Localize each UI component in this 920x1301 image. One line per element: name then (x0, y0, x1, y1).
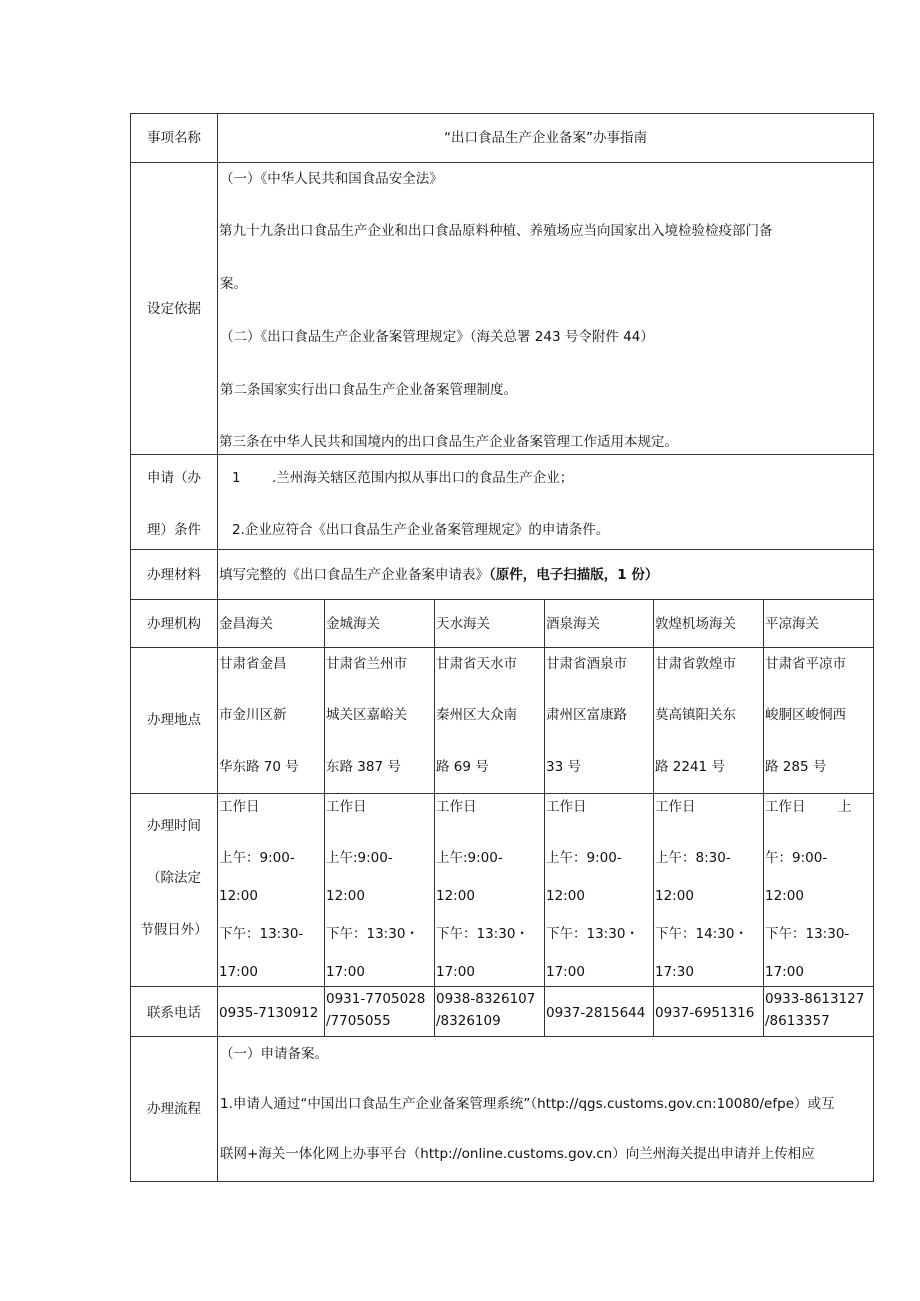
address-cell: 甘肃省金昌 市金川区新 华东路 70 号 (218, 648, 325, 793)
condition-item: .兰州海关辖区范围内拟从事出口的食品生产企业； (272, 470, 574, 486)
row-addresses (131, 647, 873, 793)
guide-table (130, 113, 874, 1182)
office-cell: 天水海关 (435, 600, 545, 647)
basis-line: 第九十九条出口食品生产企业和出口食品原料种植、养殖场应当向国家出入境检验检疫部门备 (219, 223, 773, 239)
office-cell: 酒泉海关 (545, 600, 654, 647)
address-cell: 甘肃省平凉市 峻胴区峻恫西 路 285 号 (765, 656, 846, 775)
item-name-value-cell (218, 114, 873, 162)
office-cell: 敦煌机场海关 (654, 600, 764, 647)
process-line: 1.申请人通过“中国出口食品生产企业备案管理系统”（http://qgs.customs.gov.cn:10080/efpe）或互 (220, 1096, 835, 1112)
label-item-name: 事项名称 (131, 114, 218, 162)
basis-line: （一）《中华人民共和国食品安全法》 (220, 171, 443, 187)
hours-cell: 工作日 上午：9:00- 12:00 下午：13:30・ 17:00 (545, 794, 654, 986)
address-cell: 甘肃省兰州市 城关区嘉峪关 东路 387 号 (325, 648, 435, 793)
label-conditions: 申请（办 理）条件 (131, 455, 218, 549)
address-cell: 甘肃省天水市 秦州区大众南 路 69 号 (435, 648, 545, 793)
hours-cell: 工作日 上 午：9:00- 12:00 下午：13:30- 17:00 (765, 799, 852, 980)
phone-cell: 0938-8326107 /8326109 (435, 987, 545, 1036)
hours-content (218, 794, 873, 986)
phone-cell: 0937-6951316 (654, 987, 764, 1036)
address-cell: 甘肃省敦煌市 莫高镇阳关东 路 2241 号 (654, 648, 764, 793)
hours-cell: 工作日 上午:9:00- 12:00 下午：13:30・ 17:00 (435, 794, 545, 986)
row-materials (131, 549, 873, 599)
addresses-content (218, 648, 873, 793)
process-content (218, 1037, 873, 1181)
row-conditions (131, 454, 873, 549)
materials-note: （原件，电子扫描版，1 份） (489, 567, 659, 583)
condition-number: 1 (232, 470, 241, 486)
label-process: 办理流程 (131, 1037, 218, 1181)
basis-line: 案。 (220, 276, 247, 292)
row-offices (131, 599, 873, 647)
document-title: “出口食品生产企业备案”办事指南 (444, 130, 647, 146)
hours-cell: 工作日 上午：9:00- 12:00 下午：13:30- 17:00 (218, 794, 325, 986)
offices-content (218, 600, 873, 647)
process-line: 联网+海关一体化网上办事平台（http://online.customs.gov.cn）向兰州海关提出申请并上传相应 (220, 1146, 815, 1162)
label-addresses: 办理地点 (131, 648, 218, 793)
label-offices: 办理机构 (131, 600, 218, 647)
row-item-name (131, 114, 873, 162)
label-phones: 联系电话 (131, 987, 218, 1036)
phone-cell: 0931-7705028 /7705055 (325, 987, 435, 1036)
office-cell: 金昌海关 (218, 600, 325, 647)
basis-line: 第三条在中华人民共和国境内的出口食品生产企业备案管理工作适用本规定。 (219, 434, 678, 450)
phones-content (218, 987, 873, 1036)
row-phones (131, 986, 873, 1036)
materials-text: 填写完整的《出口食品生产企业备案申请表》（原件，电子扫描版，1 份） (219, 567, 659, 583)
hours-cell: 工作日 上午：8:30- 12:00 下午：14:30・ 17:30 (654, 794, 764, 986)
phone-cell: 0935-7130912 (218, 987, 325, 1036)
label-basis: 设定依据 (131, 163, 218, 454)
label-hours: 办理时间 （除法定 节假日外） (131, 794, 218, 986)
basis-line: （二）《出口食品生产企业备案管理规定》（海关总署 243 号令附件 44） (220, 329, 654, 345)
hours-cell: 工作日 上午:9:00- 12:00 下午：13:30・ 17:00 (325, 794, 435, 986)
label-materials: 办理材料 (131, 550, 218, 599)
row-hours (131, 793, 873, 986)
phone-cell: 0933-8613127 /8613357 (765, 991, 865, 1029)
row-basis (131, 162, 873, 454)
basis-content (218, 163, 873, 454)
conditions-content (218, 455, 873, 549)
process-line: （一）申请备案。 (220, 1046, 328, 1062)
row-process (131, 1036, 873, 1181)
office-cell: 金城海关 (325, 600, 435, 647)
materials-content (218, 550, 873, 599)
condition-item: 2.企业应符合《出口食品生产企业备案管理规定》的申请条件。 (232, 522, 610, 538)
office-cell: 平凉海关 (765, 616, 819, 632)
basis-line: 第二条国家实行出口食品生产企业备案管理制度。 (220, 382, 517, 398)
phone-cell: 0937-2815644 (545, 987, 654, 1036)
address-cell: 甘肃省酒泉市 肃州区富康路 33 号 (545, 648, 654, 793)
